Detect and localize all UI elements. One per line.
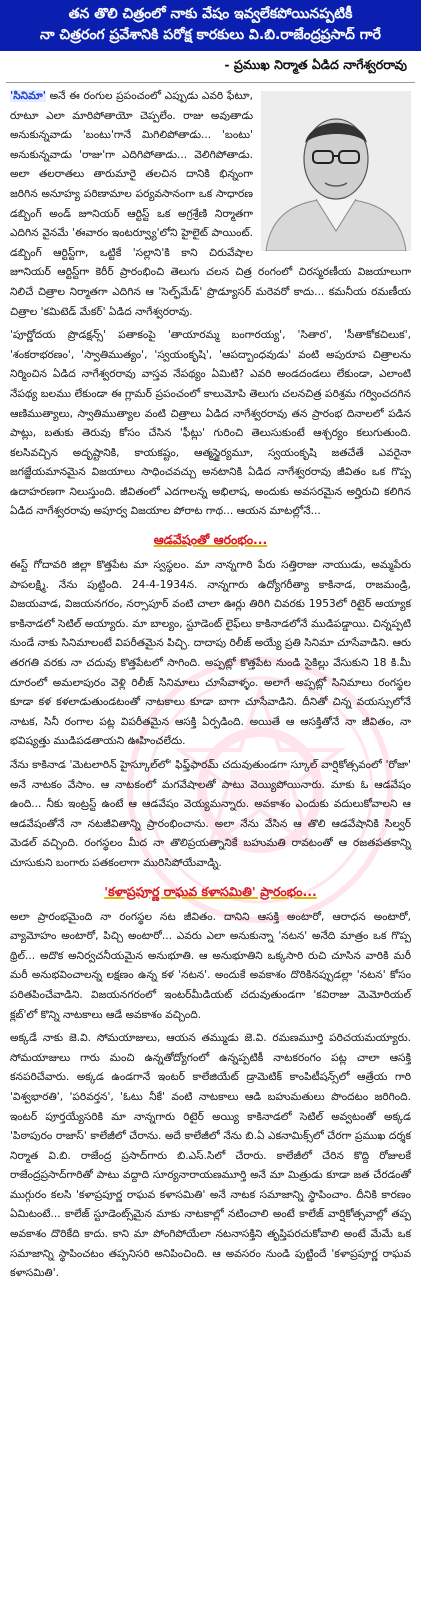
debut-paragraph-1: ఈస్ట్ గోదావరి జిల్లా కొత్తపేట మా స్వస్థలం. మా నాన్నగారి పేరు సత్తిరాజు నాయుడు, అమ్మపేరు పాపలక్ష్మి. నేను పుట్టింది. 24-4-1934న. నాన్నగారు ఉద్యోగరీత్యా కాకినాడ, రాజమండ్రి, విజయవాడ, విజయనగరం, నర్సాపూర్ వంటి చాలా ఊర్లు తిరిగి చివరకు 1953లో రిటైర్ అయ్యాక కాకినాడలో సెటిల్ అయ్యారు. మా బాల్యం, స్టూడెంట్ లైఫ్‌లు కాకినాడలోనే ముడిపడ్డాయి. చిన్నప్పటి నుండే నాకు సినిమాలంటే విపరీతమైన పిచ్చి. దాదాపు రిలీజ్ అయ్యే ప్రతి సినిమా చూసేవాడిని. ఆరు తరగతి వరకు నా చదువు కొత్తపేటలో సాగింది. అప్పట్లో కొత్తపేట నుండి సైకిల్లు వేసుకుని 18 కి.మీ దూరంలో అమలాపురం వెళ్లి రిలీజ్ సినిమాలు చూసేవాళ్ళం. అలాగే అప్పట్లో సినిమాలు రంగస్థల కూడా కళ కళలాడుతుండటంతో నాటకాలు కూడా బాగా చూసేవాడిని. దీనితో చిన్న వయస్సులోనే నాటక, సినీ రంగాల పట్ల విపరీతమైన ఆసక్తి ఏర్పడింది. అయితే ఆ ఆసక్తితోనే నా జీవితం, నా భవిష్యత్తు ముడిపడతాయని ఊహించలేదు. [10, 559, 411, 748]
section-heading-debut: ఆడవేషంతో ఆరంభం... [153, 532, 268, 548]
attribution: - ప్రముఖ నిర్మాత ఏడిద నాగేశ్వరరావు [224, 57, 407, 72]
article-body [0, 83, 421, 1284]
headline-line-1: తన తొలి చిత్రంలో నాకు వేషం ఇవ్వలేకపోయినప్పటికీ [68, 6, 353, 22]
section-heading-kalasamithi: 'కళాప్రపూర్ణ రాఘవ కళాసమితి' ప్రారంభం... [104, 883, 317, 899]
kalasamithi-paragraph-2: అక్కడే నాకు జె.వి. సోమయాజులు, ఆయన తమ్ముడు జె.వి. రమణమూర్తి పరిచయమయ్యారు. సోమయాజులు గారు మంచి ఉన్నతోద్యోగంలో ఉన్నప్పటికీ నాటకరంగం పట్ల చాలా ఆసక్తి కనపరిచేవారు. అక్కడ ఉండగానే ఇంటర్ కాలేజియేట్ డ్రామెటిక్ కాంపిటీషన్స్‌లో ఆత్రేయ గారి 'విశ్వభారతి', 'పరివర్తన', 'ఓటు నీకే' వంటి నాటకాలు ఆడి బహుమతులు పొందటం జరిగింది. ఇంటర్ పూర్తయ్యేసరికి మా నాన్నగారు రిటైర్ అయ్యి కాకినాడలో సెటిల్ అవ్వటంతో అక్కడ 'పిఠాపురం రాజాస్' కాలేజీలో చేరాను. అదే కాలేజీలో నేను బి.ఏ ఎకనామిక్స్‌లో చేరగా ప్రముఖ దర్శక నిర్మాత వి.బి. రాజేంద్ర ప్రసాద్‌గారు బి.ఎస్.సిలో చేరారు. కాలేజీలో చేరిన కొద్ది రోజులకే రాజేంద్రప్రసాద్‌గారితో పాటు వద్దాది సూర్యనారాయణమూర్తి అనే మా మిత్రుడు కూడా జత చేరడంతో ముగ్గురం కలసి 'కళాప్రపూర్ణ రాఘవ కళాసమితి' అనే నాటక సమాజాన్ని స్థాపించాం. దీనికి కారణం ఏమిటంటే... కాలేజ్ స్టూడెంట్స్‌మైన మాకు నాటకాల్లో నటించాలి అంటే కాలేజ్ వార్షికోత్సవాల్లో తప్ప అవకాశం దొరికేది కాదు. కాని మా పోంగిపోయేలా నటనాసక్తిని తృప్తిపరచుకోవాలి అంటే మేమే ఒక సమాజాన్ని స్థాపించటం తప్పనిసరి అనిపించింది. ఆ అవసరం నుండి పుట్టిందే 'కళాప్రపూర్ణ రాఘవ కళాసమితి'. [10, 1032, 411, 1280]
background-paragraph: 'పూర్ణోదయ ప్రొడక్షన్స్' పతాకంపై 'తాయారమ్మ బంగారయ్య', 'సితార', 'సీతాకోకచిలుక', 'శంకరాభరణం', 'స్వాతిముత్యం', 'స్వయంకృషి', 'ఆపద్బాంధవుడు' వంటి అపురూప చిత్రాలను నిర్మించిన ఏడిద నాగేశ్వరరావు వాస్తవ నేపథ్యం ఏమిటి? ఎవరి అండదండలు లేకుండా, ఎలాంటి నేపథ్య బలము లేకుండా ఈ గ్లామర్ ప్రపంచంలో కాలుమోపి తెలుగు చలనచిత్ర పరిశ్రమ గర్వించదగిన ఆణిముత్యాలు, స్వాతిముత్యాల వంటి చిత్రాలు ఏడిద నాగేశ్వరరావు తన ప్రారంభ దినాలలో పడిన పాట్లు, బతుకు తెరువు కోసం చేసిన 'ఫీట్లు' గురించి తెలుసుకుంటే ఆశ్చర్యం కలుగుతుంది. కలసివచ్చిన అదృష్టానికి, కాయకష్టం, ఆత్మస్థైర్యమూ, స్వయంకృషి జతచేతే ఎవరైనా జగజ్జేయమానమైన విజయాలు సాధించవచ్చు అనటానికి ఏడిద నాగేశ్వరరావు జీవితం ఒక గొప్ప ఉదాహరణగా నిలుస్తుంది. జీవితంలో ఎదగాలన్న అభిలాష, అందుకు అవసరమైన అర్హిరుచి కలిగిన ఏడిద నాగేశ్వరరావు అపూర్వ విజయాల పోరాట గాథ... ఆయన మాటల్లోనే... [10, 329, 411, 518]
headline-line-2: నా చిత్రరంగ ప్రవేశానికి పరోక్ష కారకులు వి.బి.రాజేంద్రప్రసాద్ గారే [40, 27, 381, 43]
kalasamithi-paragraph-1: అలా ప్రారంభమైంది నా రంగస్థల నట జీవితం. దానిని ఆసక్తి అంటారో, ఆరాధన అంటారో, వ్యామోహం అంటారో, పిచ్చి అంటారో... ఎవరు ఎలా అనుకున్నా 'నటన' అనేది మాత్రం ఒక గొప్ప థ్రిల్... అదొక అనిర్వచనీయమైన అనుభూతి. ఆ అనుభూతిని ఒక్కసారి రుచి చూసిన వారికి మరీ మరీ అనుభవించాలన్న లక్షణం ఉన్న కళ 'నటన'. అందుకే అవకాశం దొరికినప్పుడల్లా 'నటన' కోసం పరితపించేవాడిని. విజయనగరంలో ఇంటర్‌మీడియట్ చదువుతుండగా 'కవిరాజు మెమోరియల్ క్లబ్'లో కొన్ని నాటకాలు ఆడే అవకాశం వచ్చింది. [10, 910, 411, 1021]
intro-text: అనే ఈ రంగుల ప్రపంచంలో ఎప్పుడు ఎవరి ఫేటూ, రూటూ ఎలా మారిపోతాయో చెప్పలేం. రాజు అవుతాడు అనుకున్నవాడు 'బంటు'గానే మిగిలిపోతాడు... 'బంటు' అనుకున్నవాడు 'రాజు'గా ఎదిగిపోతాడు... వెలిగిపోతాడు. అలా తలరాతలు తారుమారై తలచిన దానికి భిన్నంగా జరిగిన అనూహ్య పరిణామాల పర్యవసానంగా ఒక సాధారణ డబ్బింగ్ అండ్ జూనియర్ ఆర్టిస్ట్ ఒక అగ్రశ్రేణి నిర్మాతగా ఎదిగిన వైనమే 'ఈవారం ఇంటర్వ్యూ'లోని హైలైట్ పాయింట్. డబ్బింగ్ ఆర్టిస్ట్‌గా, ఒట్టికే 'సల్లాని'కి కాని చిరువేషాల జూనియర్ ఆర్టిస్ట్‌గా కెరీర్ ప్రారంభించి తెలుగు చలన చిత్ర రంగంలో చిరస్మరణీయ విజయాలుగా నిలిచే చిత్రాల నిర్మాతగా ఎదిగిన ఆ 'సెల్ఫ్‌మేడ్' ప్రొడ్యూసర్ మరెవరో కాదు... కమనీయ రమణీయ చిత్రాల 'కమిటెడ్ మేకర్' ఏడిద నాగేశ్వరరావు. [10, 90, 411, 318]
portrait-photo [261, 91, 411, 251]
headline-banner [0, 0, 421, 51]
debut-paragraph-2: నేను కాకినాడ 'మెటలారిన్ హైస్కూల్‌లో' ఫిఫ్త్‌ఫారమ్ చదువుతుండగా స్కూల్ వార్షికోత్సవంలో 'రోజా' అనే నాటకం వేసాం. ఆ నాటకంలో మగవేషాలతో పాటు వెయ్యిపోయినారు. మాకు ఓ ఆడవేషం ఉంది... నీకు ఇంట్రస్ట్ ఉంటే ఆ ఆడవేషం వెయ్యమన్నారు. అవకాశం ఎందుకు వదులుకోవాలని ఆ ఆడవేషంతోనే నా నటజీవితాన్ని ప్రారంభించాను. అలా నేను వేసిన ఆ తొలి ఆడవేషానికి సిల్వర్ మెడల్ వచ్చింది. రంగస్థలం మీద నా తొలిప్రయత్నానికే బహుమతి రావటంతో ఆ రజతపతకాన్ని చూసుకుని బంగారు పతకంలాగా మురిసిపోయేవాడ్ని. [10, 759, 411, 869]
intro-first-word: 'సినిమా' [10, 90, 46, 102]
